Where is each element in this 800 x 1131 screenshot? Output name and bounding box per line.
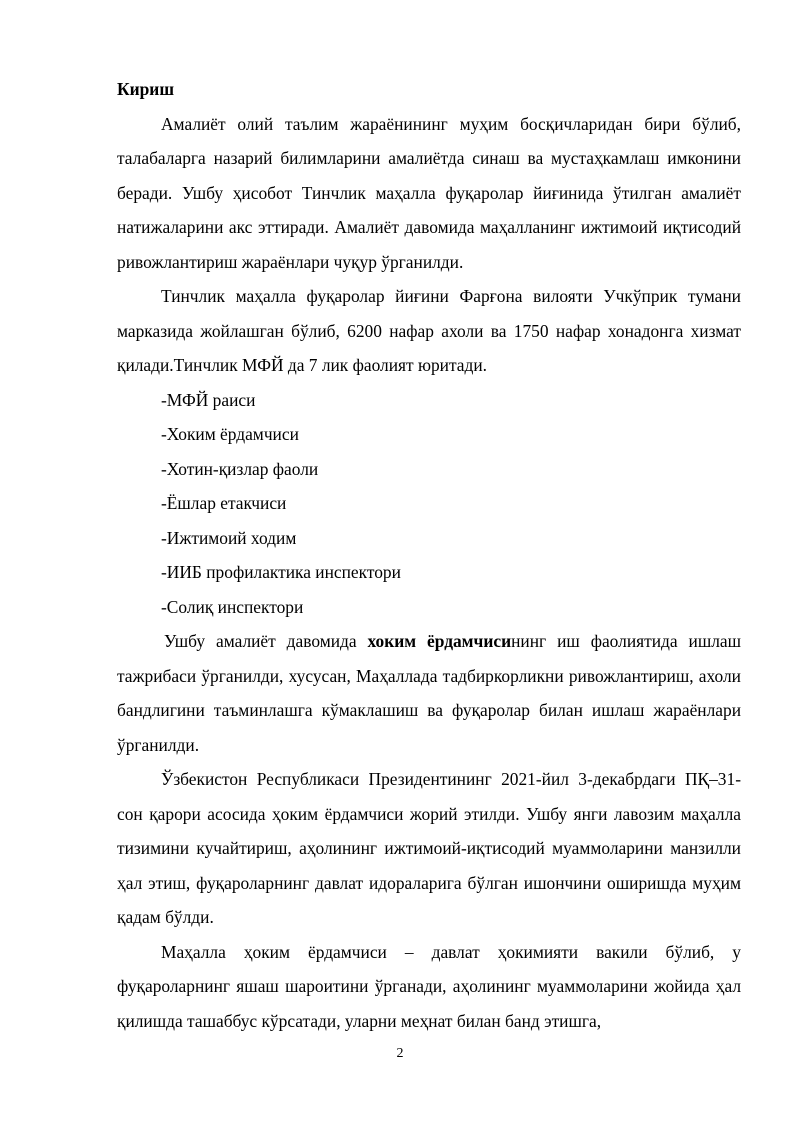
list-item: -ИИБ профилактика инспектори [161, 562, 401, 582]
decree-paragraph: Ўзбекистон Республикаси Президентининг 2021-йил 3-декабрдаги ПҚ–31-сон қарори асосида ҳоким ёрдамчиси жорий этилди. Ушбу янги лавозим маҳалла тизимини кучайтириш, аҳолининг ижтимоий-иқтисодий муаммоларини манзилли ҳал этиш, фуқароларнинг давлат идораларига бўлган ишончини оширишда муҳим қадам бўлди. [117, 769, 741, 927]
mahalla-description-paragraph: Тинчлик маҳалла фуқаролар йиғини Фарғона вилояти Учкўприк тумани марказида жойлашган бўлиб, 6200 нафар ахоли ва 1750 нафар хонадонга хизмат қилади.Тинчлик МФЙ да 7 лик фаолият юритади. [117, 286, 741, 375]
list-item: -Ёшлар етакчиси [161, 493, 287, 513]
list-item: -Солиқ инспектори [161, 596, 304, 617]
practice-text-bold: хоким ёрдамчиси [367, 631, 512, 651]
practice-paragraph [117, 624, 741, 762]
list-item: -Хоким ёрдамчиси [161, 424, 299, 444]
staff-list [117, 383, 741, 625]
list-item: -Ижтимоий ходим [161, 527, 297, 548]
document-page [117, 72, 741, 1038]
intro-paragraph: Амалиёт олий таълим жараёнининг муҳим босқичларидан бири бўлиб, талабаларга назарий билимларини амалиётда синаш ва мустаҳкамлаш имконини беради. Ушбу ҳисобот Тинчлик маҳалла фуқаролар йиғинида ўтилган амалиёт натижаларини акс эттиради. Амалиёт давомида маҳалланинг ижтимоий иқтисодий ривожлантириш жараёнлари чуқур ўрганилди. [117, 113, 741, 272]
list-item: -Хотин-қизлар фаоли [161, 458, 319, 479]
practice-text-before: Ушбу амалиёт давомида [164, 631, 368, 651]
page-number: 2 [396, 1046, 404, 1061]
practice-text-after: нинг иш фаолиятида ишлаш тажрибаси ўрганилди, хусусан, Маҳаллада тадбиркорликни ривожлантириш, ахоли бандлигини таъминлашга кўмаклашиш ва фуқаролар билан ишлаш жараёнлари ўрганилди. [117, 631, 742, 755]
section-heading: Кириш [117, 79, 175, 99]
list-item: -МФЙ раиси [161, 389, 256, 410]
assistant-role-paragraph: Маҳалла ҳоким ёрдамчиси – давлат ҳокимияти вакили бўлиб, у фуқароларнинг яшаш шароитини ўрганади, аҳолининг муаммоларини жойида ҳал қилишда ташаббус кўрсатади, уларни меҳнат билан банд этишга, [117, 941, 741, 1031]
